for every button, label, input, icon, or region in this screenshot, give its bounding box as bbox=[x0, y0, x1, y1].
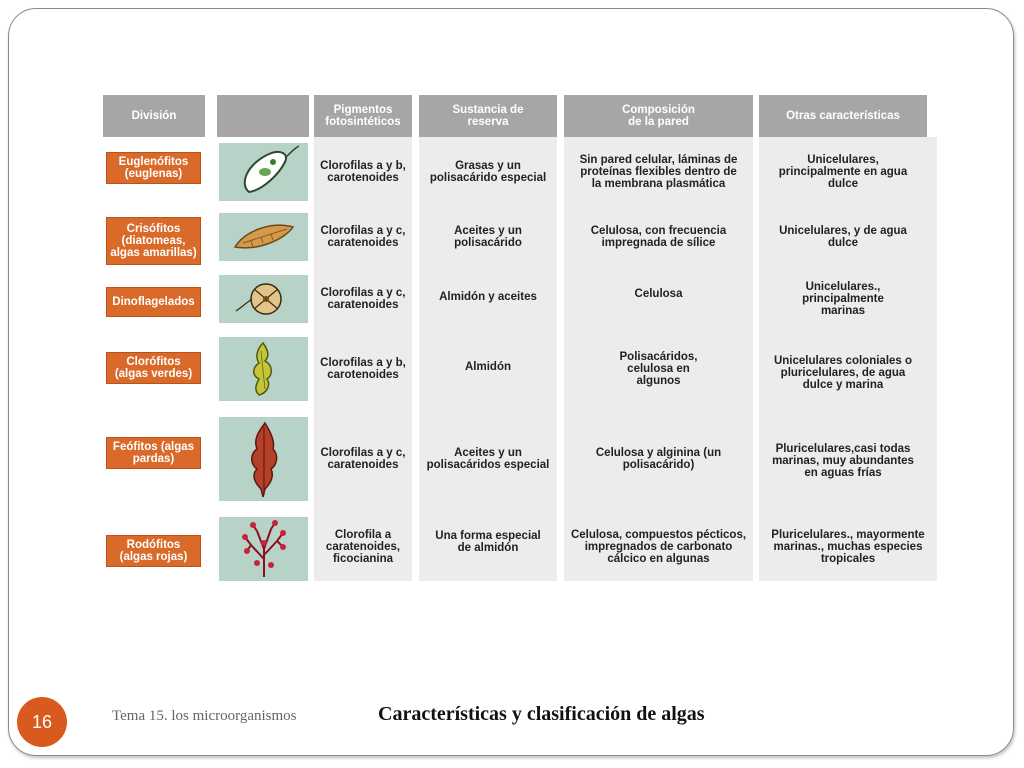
division-label: Dinoflagelados bbox=[106, 287, 201, 317]
dinoflagellate-icon bbox=[234, 277, 294, 321]
brown-alga-icon bbox=[239, 419, 289, 499]
algae-table bbox=[103, 95, 937, 581]
cell-wall: Celulosa y alginina (un polisacárido) bbox=[595, 447, 722, 471]
header-reserve: Sustancia de reserva bbox=[419, 95, 557, 137]
division-label: Clorófitos (algas verdes) bbox=[106, 352, 201, 384]
cell-other: Pluricelulares,casi todas marinas, muy abundantes en aguas frías bbox=[772, 443, 914, 479]
cell-wall: Celulosa bbox=[634, 288, 683, 300]
cell-reserve: Aceites y un polisacáridos especial bbox=[426, 447, 550, 471]
header-other: Otras características bbox=[759, 95, 927, 137]
cell-other: Unicelulares coloniales o pluricelulares, de agua dulce y marina bbox=[773, 355, 913, 391]
cell-pigments: Clorofilas a y c, caratenoides bbox=[320, 225, 406, 249]
cell-pigments: Clorofilas a y b, carotenoides bbox=[320, 160, 406, 184]
thumb-diatom bbox=[219, 213, 308, 261]
slide-title: Características y clasificación de algas bbox=[378, 703, 705, 725]
header-division: División bbox=[103, 95, 205, 137]
cell-other: Unicelulares, y de agua dulce bbox=[779, 225, 907, 249]
division-label: Crisófitos (diatomeas, algas amarillas) bbox=[106, 217, 201, 265]
cell-wall: Celulosa, con frecuencia impregnada de sílice bbox=[590, 225, 727, 249]
green-alga-icon bbox=[239, 339, 289, 399]
cell-reserve: Almidón bbox=[465, 361, 511, 373]
header-image bbox=[217, 95, 309, 137]
header-wall: Composición de la pared bbox=[564, 95, 753, 137]
cell-wall: Sin pared celular, láminas de proteínas flexibles dentro de la membrana plasmática bbox=[579, 154, 738, 190]
thumb-euglena bbox=[219, 143, 308, 201]
thumb-brown-alga bbox=[219, 417, 308, 501]
cell-other: Pluricelulares., mayormente marinas., muchas especies tropicales bbox=[771, 529, 925, 565]
cell-other: Unicelulares., principalmente marinas bbox=[802, 281, 884, 317]
thumb-dinoflagellate bbox=[219, 275, 308, 323]
euglena-icon bbox=[229, 144, 299, 200]
cell-other: Unicelulares, principalmente en agua dulce bbox=[778, 154, 908, 190]
division-label: Feófitos (algas pardas) bbox=[106, 437, 201, 469]
cell-wall: Celulosa, compuestos pécticos, impregnados de carbonato cálcico en algunas bbox=[570, 529, 747, 565]
cell-reserve: Una forma especial de almidón bbox=[435, 530, 541, 554]
header-pigments: Pigmentos fotosintéticos bbox=[314, 95, 412, 137]
division-label: Euglenófitos (euglenas) bbox=[106, 152, 201, 184]
cell-reserve: Grasas y un polisacárido especial bbox=[429, 160, 547, 184]
thumb-green-alga bbox=[219, 337, 308, 401]
division-label: Rodófitos (algas rojas) bbox=[106, 535, 201, 567]
cell-pigments: Clorofilas a y c, caratenoides bbox=[320, 287, 406, 311]
cell-pigments: Clorofilas a y b, carotenoides bbox=[320, 357, 406, 381]
cell-reserve: Aceites y un polisacárido bbox=[454, 225, 522, 249]
cell-pigments: Clorofila a caratenoides, ficocianina bbox=[325, 529, 401, 565]
cell-wall: Polisacáridos, celulosa en algunos bbox=[619, 351, 698, 387]
footer-course-label: Tema 15. los microorganismos bbox=[112, 708, 297, 724]
cell-pigments: Clorofilas a y c, caratenoides bbox=[320, 447, 406, 471]
diatom-icon bbox=[229, 217, 299, 257]
slide-number-badge: 16 bbox=[17, 697, 67, 747]
red-alga-icon bbox=[239, 519, 289, 579]
thumb-red-alga bbox=[219, 517, 308, 581]
cell-reserve: Almidón y aceites bbox=[439, 291, 537, 303]
